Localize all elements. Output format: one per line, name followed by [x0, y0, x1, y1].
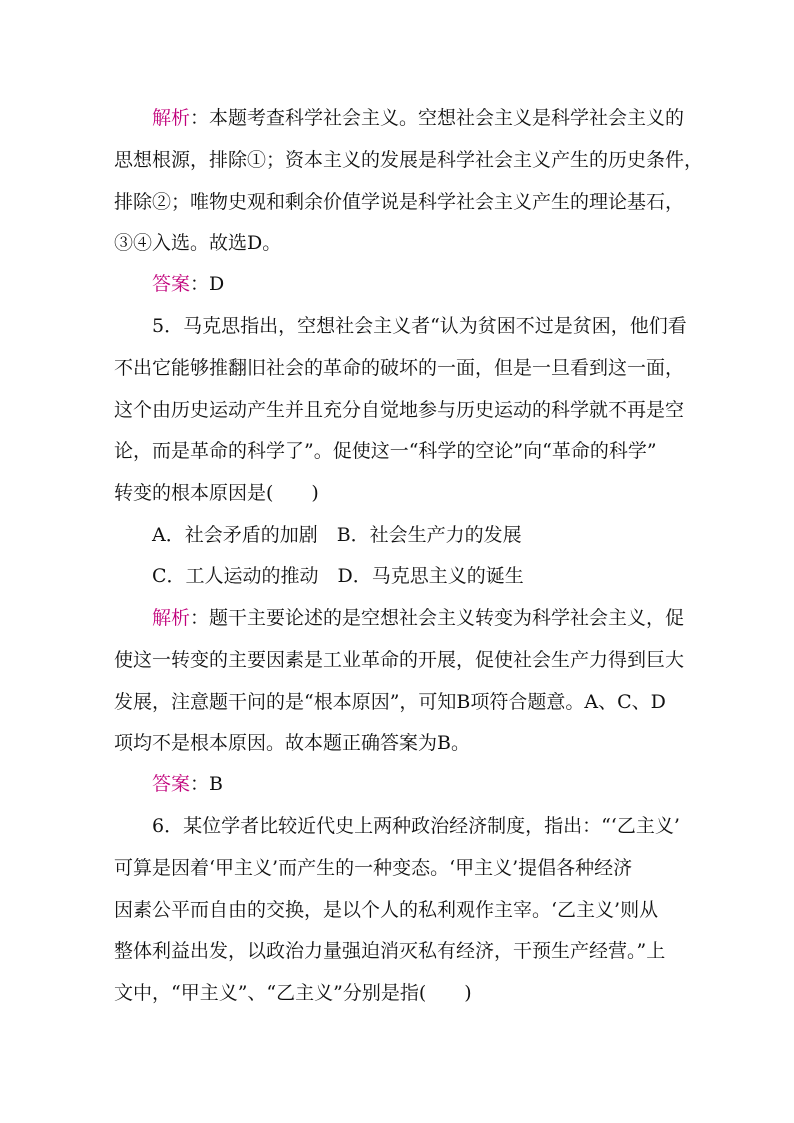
q5-stem-line-3: 这个由历史运动产生并且充分自觉地参与历史运动的科学就不再是空 [114, 399, 685, 421]
analysis-label: 解析 [152, 107, 191, 129]
q5-answer: 答案：B [152, 773, 223, 795]
q5-options-row-2: C．工人运动的推动 D．马克思主义的诞生 [152, 565, 524, 587]
q5-options-row-1: A．社会矛盾的加剧 B．社会生产力的发展 [152, 524, 522, 546]
analysis-label: 解析 [152, 607, 191, 629]
q6-stem-line-4: 整体利益出发，以政治力量强迫消灭私有经济，干预生产经营。”上 [114, 940, 666, 962]
q6-stem-line-1: 6．某位学者比较近代史上两种政治经济制度，指出：“‘乙主义’ [152, 815, 680, 837]
answer-label: 答案 [152, 273, 191, 295]
q5-stem-line-2: 不出它能够推翻旧社会的革命的破坏的一面，但是一旦看到这一面， [114, 357, 685, 379]
q4-analysis-line-1: 解析：本题考查科学社会主义。空想社会主义是科学社会主义的 [152, 107, 685, 129]
q5-stem-line-4: 论，而是革命的科学了”。促使这一“科学的空论”向“革命的科学” [114, 440, 657, 462]
q6-stem-line-2: 可算是因着‘甲主义’而产生的一种变态。‘甲主义’提倡各种经济 [114, 857, 633, 879]
q6-stem-line-3: 因素公平而自由的交换，是以个人的私利观作主宰。‘乙主义’则从 [114, 899, 659, 921]
q5-analysis-line-1: 解析：题干主要论述的是空想社会主义转变为科学社会主义，促 [152, 607, 685, 629]
q6-stem-line-5: 文中，“甲主义”、“乙主义”分别是指( ) [114, 982, 472, 1004]
q4-analysis-line-4: ③④入选。故选D。 [114, 232, 282, 254]
q5-stem-line-1: 5．马克思指出，空想社会主义者“认为贫困不过是贫困，他们看 [152, 315, 687, 337]
q5-stem-line-5: 转变的根本原因是( ) [114, 482, 319, 504]
q5-analysis-line-2: 使这一转变的主要因素是工业革命的开展，促使社会生产力得到巨大 [114, 649, 685, 671]
q5-analysis-line-3: 发展，注意题干问的是“根本原因”，可知B项符合题意。A、C、D [114, 691, 666, 713]
answer-label: 答案 [152, 773, 191, 795]
q4-analysis-line-3: 排除②；唯物史观和剩余价值学说是科学社会主义产生的理论基石， [114, 191, 685, 213]
q4-analysis-line-2: 思想根源，排除①；资本主义的发展是科学社会主义产生的历史条件， [114, 149, 704, 171]
q5-analysis-line-4: 项均不是根本原因。故本题正确答案为B。 [114, 732, 470, 754]
q4-answer: 答案：D [152, 273, 225, 295]
